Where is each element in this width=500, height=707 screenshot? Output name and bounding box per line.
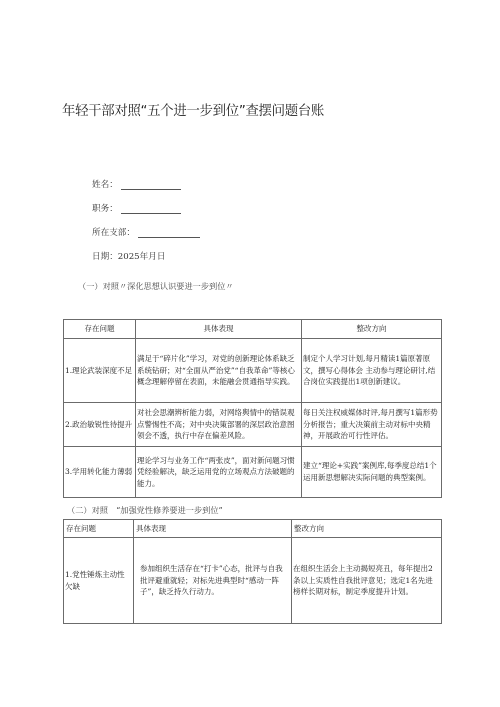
header-problem: 存在问题 (64, 320, 136, 339)
table-header-row (64, 520, 442, 538)
position-label: 职务： (92, 204, 118, 214)
problem-cell: 1.理论武装深度不足 (64, 339, 136, 403)
header-direction: 整改方向 (302, 320, 442, 339)
branch-blank[interactable] (138, 229, 200, 238)
document-title: 年轻干部对照“五个进一步到位”查摆问题台账 (62, 104, 324, 119)
table-row (64, 538, 442, 624)
section2-table (63, 519, 442, 624)
table-header-row (64, 320, 442, 339)
problem-cell: 2.政治敏锐性待提升 (64, 403, 136, 447)
problem-cell: 1.党性锤炼主动性欠缺 (64, 538, 134, 624)
direction-cell: 每日关注权威媒体时评,每月撰写1篇形势分析报告；重大决策前主动对标中央精神，开展政治可行性评估。 (302, 403, 442, 447)
table-row (64, 403, 442, 447)
direction-cell: 在组织生活会上主动揭短亮丑，每年提出2条以上实质性自我批评意见；选定1名先进榜样长期对标，制定季度提升计划。 (292, 538, 442, 624)
direction-cell: 建立“理论+实践”案例库,每季度总结1个运用新思想解决实际问题的典型案例。 (302, 447, 442, 498)
section2-heading: （二）对照 “加强党性修养要进一步到位” (67, 505, 223, 515)
direction-cell: 制定个人学习计划,每月精读1篇原著原文，撰写心得体会 主动参与理论研讨,结合岗位实践提出1项创新建议。 (302, 339, 442, 403)
problem-cell: 3.学用转化能力薄弱 (64, 447, 136, 498)
position-blank[interactable] (121, 205, 181, 214)
branch-field (92, 226, 200, 238)
manifestation-cell: 理论学习与业务工作“两张皮”，面对新问题习惯凭经验解决，缺乏运用党的立场观点方法破题的能力。 (136, 447, 302, 498)
date-field (92, 250, 165, 262)
header-manifestation: 具体表现 (136, 320, 302, 339)
manifestation-cell: 对社会思潮辨析能力弱，对网络舆情中的错误观点警惕性不高；对中央决策部署的深层政治意图领会不透，执行中存在偏差风险。 (136, 403, 302, 447)
header-direction: 整改方向 (292, 520, 442, 538)
branch-label: 所在支部： (92, 228, 135, 238)
table-row (64, 447, 442, 498)
name-blank[interactable] (121, 181, 181, 190)
manifestation-cell: 参加组织生活存在“打卡”心态，批评与自我批评避重就轻；对标先进典型时“感动一阵子”，缺乏持久行动力。 (134, 538, 292, 624)
section1-heading: （一）对照〃深化思想认识要进一步到位〃 (78, 281, 234, 291)
table-row (64, 339, 442, 403)
manifestation-cell: 满足于“碎片化”学习，对党的创新理论体系缺乏系统钻研；对“全面从严治党”“自我革命”等核心概念理解停留在表面，未能融会贯通指导实践。 (136, 339, 302, 403)
header-manifestation: 具体表现 (134, 520, 292, 538)
position-field (92, 202, 181, 214)
name-label: 姓名： (92, 180, 118, 190)
header-problem: 存在问题 (64, 520, 134, 538)
name-field (92, 178, 181, 190)
date-label: 日期：2025年月日 (92, 252, 166, 262)
section1-table (63, 319, 442, 498)
